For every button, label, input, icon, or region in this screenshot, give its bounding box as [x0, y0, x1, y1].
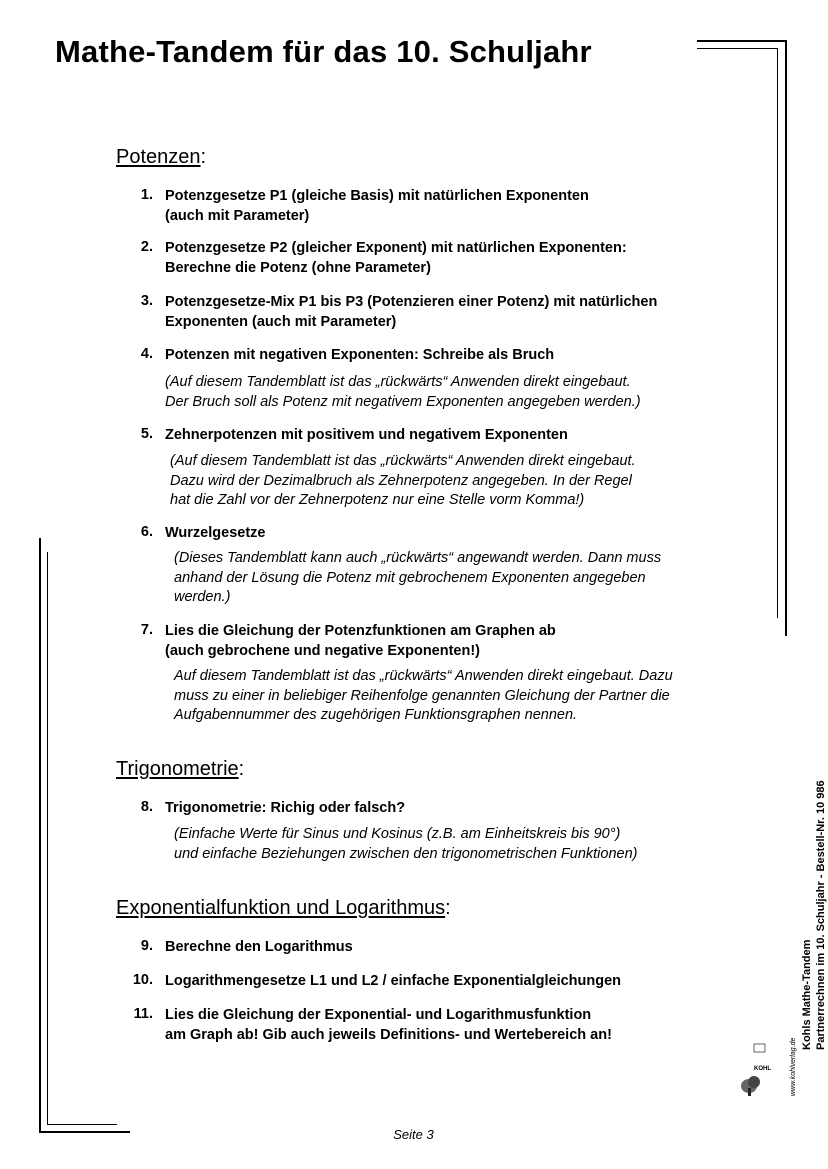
- frame-top-right-v2: [777, 48, 778, 618]
- item-text: [165, 938, 745, 958]
- frame-top-right-v1: [785, 40, 787, 636]
- item-note-7: [174, 667, 734, 726]
- item-text: [165, 799, 745, 819]
- item-number: 7.: [140, 622, 153, 638]
- section-heading-label: Potenzen: [116, 146, 201, 168]
- item-note-5: [170, 452, 730, 511]
- note-line: Aufgabennummer des zugehörigen Funktionsgraphen nennen.: [174, 707, 578, 723]
- item-line: Trigonometrie: Richig oder falsch?: [165, 800, 406, 816]
- item-text: [165, 524, 745, 544]
- publisher-url: www.kohlverlag.de: [790, 1037, 797, 1096]
- item-number: 3.: [140, 293, 153, 309]
- item-note-6: [174, 549, 734, 608]
- item-number: 5.: [140, 426, 153, 442]
- item-note-4: [165, 373, 725, 412]
- section-heading-label: Exponentialfunktion und Logarithmus: [116, 897, 446, 919]
- note-line: Der Bruch soll als Potenz mit negativem Exponenten angegeben werden.): [165, 393, 641, 410]
- note-line: werden.): [174, 589, 231, 605]
- item-line: Wurzelgesetze: [165, 525, 266, 541]
- note-line: und einfache Beziehungen zwischen den trigonometrischen Funktionen): [174, 845, 638, 862]
- item-text: [165, 1006, 745, 1045]
- item-note-8: [174, 825, 734, 864]
- frame-bottom-left-h2: [47, 1124, 117, 1125]
- note-line: muss zu einer in beliebiger Reihenfolge genannten Gleichung der Partner die: [174, 687, 670, 704]
- item-line: (auch gebrochene und negative Exponenten!): [165, 642, 481, 659]
- section-heading-label: Trigonometrie: [116, 758, 239, 780]
- item-number: 11.: [133, 1006, 153, 1022]
- note-line: (Auf diesem Tandemblatt ist das „rückwärts“ Anwenden direkt eingebaut.: [170, 453, 636, 469]
- item-text: [165, 187, 745, 226]
- item-text: [165, 346, 745, 366]
- section-heading-colon: :: [200, 146, 207, 168]
- item-line: Exponenten (auch mit Parameter): [165, 313, 397, 330]
- item-line: Zehnerpotenzen mit positivem und negativem Exponenten: [165, 427, 568, 443]
- item-text: [165, 239, 745, 278]
- frame-top-right-h2: [697, 48, 777, 49]
- section-heading-colon: :: [445, 897, 451, 919]
- note-line: (Dieses Tandemblatt kann auch „rückwärts“ angewandt werden. Dann muss: [174, 550, 662, 566]
- note-line: Dazu wird der Dezimalbruch als Zehnerpotenz angegeben. In der Regel: [170, 472, 632, 489]
- item-line: Lies die Gleichung der Exponential- und Logarithmusfunktion: [165, 1007, 592, 1023]
- item-line: am Graph ab! Gib auch jeweils Definitions- und Wertebereich an!: [165, 1026, 612, 1043]
- item-line: Lies die Gleichung der Potenzfunktionen am Graphen ab: [165, 623, 556, 639]
- item-number: 2.: [140, 239, 153, 255]
- item-number: 6.: [140, 524, 153, 540]
- note-line: Auf diesem Tandemblatt ist das „rückwärts“ Anwenden direkt eingebaut. Dazu: [174, 668, 673, 684]
- section-heading-exponential: [116, 897, 451, 920]
- item-text: [165, 293, 745, 332]
- item-number: 9.: [140, 938, 153, 954]
- item-line: Berechne die Potenz (ohne Parameter): [165, 259, 431, 276]
- note-line: hat die Zahl vor der Zehnerpotenz nur eine Stelle vorm Komma!): [170, 492, 585, 508]
- item-line: Berechne den Logarithmus: [165, 939, 353, 955]
- item-text: [165, 972, 745, 992]
- note-line: (Einfache Werte für Sinus und Kosinus (z.B. am Einheitskreis bis 90°): [174, 826, 621, 842]
- item-line: Potenzgesetze P2 (gleicher Exponent) mit natürlichen Exponenten:: [165, 240, 627, 256]
- note-line: anhand der Lösung die Potenz mit gebrochenem Exponenten angegeben: [174, 569, 646, 586]
- item-text: [165, 426, 745, 446]
- item-line: Potenzgesetze-Mix P1 bis P3 (Potenzieren einer Potenz) mit natürlichen: [165, 294, 658, 310]
- logo-label: KOHL: [754, 1066, 771, 1072]
- item-text: [165, 622, 745, 661]
- item-number: 1.: [140, 187, 153, 203]
- page-number: Seite 3: [393, 1127, 434, 1142]
- item-number: 10.: [132, 972, 153, 988]
- frame-top-right-h1: [697, 40, 785, 42]
- frame-bottom-left-v2: [47, 552, 48, 1125]
- item-line: Potenzen mit negativen Exponenten: Schreibe als Bruch: [165, 347, 555, 363]
- page-title: Mathe-Tandem für das 10. Schuljahr: [55, 34, 592, 69]
- tree-logo-icon: [740, 1040, 771, 1096]
- item-line: (auch mit Parameter): [165, 207, 310, 224]
- sidebar-line-2: Partnerrechnen im 10. Schuljahr - Bestell-Nr. 10 986: [815, 780, 827, 1050]
- publisher-sidebar: [800, 780, 828, 1050]
- item-line: Potenzgesetze P1 (gleiche Basis) mit natürlichen Exponenten: [165, 188, 589, 204]
- note-line: (Auf diesem Tandemblatt ist das „rückwärts“ Anwenden direkt eingebaut.: [165, 374, 631, 390]
- sidebar-line-1: Kohls Mathe-Tandem: [801, 939, 813, 1050]
- section-heading-trigonometrie: [116, 758, 244, 781]
- section-heading-colon: :: [238, 758, 245, 780]
- publisher-logo: [740, 1040, 771, 1096]
- item-number: 4.: [140, 346, 153, 362]
- item-line: Logarithmengesetze L1 und L2 / einfache Exponentialgleichungen: [165, 973, 622, 989]
- section-heading-potenzen: [116, 146, 206, 169]
- item-number: 8.: [140, 799, 153, 815]
- frame-bottom-left-v1: [39, 538, 41, 1133]
